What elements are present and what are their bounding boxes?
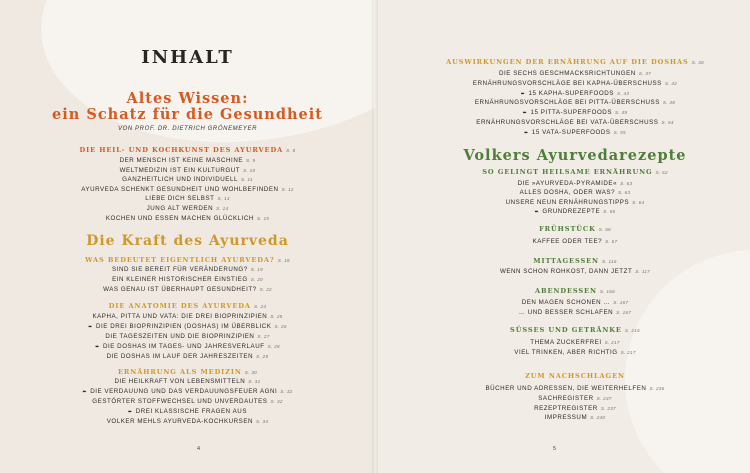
section-ernaehrung-page: S. 30 [244,370,258,375]
toc-entry-page: S. 22 [259,287,272,292]
section-heil-page: S. 8 [286,148,296,153]
toc-entry-page: S. 25 [270,314,283,319]
section-ernaehrung[interactable] [0,368,375,376]
toc-entry-title: 15 KAPHA-SUPERFOODS [528,89,614,97]
toc-entry[interactable] [0,286,375,293]
toc-entry[interactable] [415,349,735,356]
toc-entry-title: ERNÄHRUNGSVORSCHLÄGE BEI KAPHA-ÜBERSCHUSS [472,79,662,87]
toc-entry[interactable] [0,276,375,283]
toc-entry[interactable] [0,418,375,425]
toc-entry-page: S. 32 [270,399,283,404]
toc-entry-title: GESTÖRTER STOFFWECHSEL UND UNVERDAUTES [92,398,268,405]
toc-entry[interactable] [415,208,735,215]
toc-entry-title: DIE DOSHAS IM TAGES- UND JAHRESVERLAUF [102,343,265,350]
section-mittag[interactable] [415,257,735,265]
section-ernaehrung-label: ERNÄHRUNG ALS MEDIZIN [117,368,242,376]
toc-entry-title: IMPRESSUM [544,414,588,422]
toc-entry[interactable] [0,157,375,164]
section-was-label: WAS BEDEUTET EIGENTLICH AYURVEDA? [85,256,275,264]
part3-title: Volkers Ayurvedarezepte [463,147,687,164]
toc-entry-page: S. 37 [638,71,652,76]
toc-entry[interactable] [415,99,735,106]
section-so[interactable] [415,168,735,176]
toc-entry-page: S. 32 [280,389,293,394]
toc-entry-page: S. 217 [604,340,620,345]
toc-entry-page: S. 20 [250,277,263,282]
toc-entry[interactable] [0,353,375,360]
section-abend-label: ABENDESSEN [534,287,597,295]
toc-entry-title: DIE TAGESZEITEN UND DIE BIOPRINZIPIEN [105,333,255,340]
toc-entry-title: DIE HEILKRAFT VON LEBENSMITTELN [114,378,246,385]
section-auswirkungen-page: S. 36 [691,60,704,65]
toc-entry[interactable] [415,80,735,87]
section-anatomie[interactable] [0,302,375,310]
toc-entry-title: KAFFEE ODER TEE? [532,238,603,245]
toc-entry-page: S. 27 [257,334,270,339]
toc-entry-page: S. 54 [661,120,674,125]
toc-entry-title: DIE VERDAUUNG UND DAS VERDAUUNGSFEUER AGNI [90,388,278,395]
toc-entry[interactable] [0,215,375,222]
toc-entry[interactable] [415,189,735,196]
toc-entry-title: SACHREGISTER [538,394,594,402]
arrow-icon: ➨ [524,129,529,136]
part1-title-line2: ein Schatz für die Gesundheit [52,106,323,123]
toc-entry-page: S. 117 [635,269,651,274]
toc-entry-page: S. 11 [240,177,253,183]
part1-title-line1: Altes Wissen: [126,90,249,107]
arrow-icon: ➨ [520,90,526,97]
arrow-icon: ➨ [127,409,133,415]
section-was[interactable] [0,256,375,264]
toc-entry[interactable] [415,309,735,316]
toc-entry-page: S. 48 [662,100,676,106]
toc-entry-page: S. 29 [256,354,269,359]
toc-entry-page: S. 65 [603,209,616,215]
section-mittag-page: S. 116 [601,259,617,264]
toc-entry-title: WENN SCHON ROHKOST, DANN JETZT [499,268,633,275]
toc-entry-page: S. 167 [613,300,629,305]
toc-entry-page: S. 49 [615,110,628,116]
section-was-page: S. 18 [277,258,290,263]
section-suess-label: SÜSSES UND GETRÄNKE [510,326,622,334]
part1-byline: VON PROF. DR. DIETRICH GRÖNEMEYER [117,126,258,132]
toc-entry-page: S. 64 [632,199,645,205]
section-mittag-label: MITTAGESSEN [533,257,599,265]
toc-entry-title: KAPHA, PITTA UND VATA: DIE DREI BIOPRINZIPIEN [92,313,268,320]
toc-entry-title: KOCHEN UND ESSEN MACHEN GLÜCKLICH [105,214,254,222]
toc-entry-title: BÜCHER UND ADRESSEN, DIE WEITERHELFEN [485,385,647,392]
section-heil[interactable] [0,146,375,154]
toc-entry-page: S. 63 [620,181,633,186]
toc-entry-page: S. 28 [267,344,280,349]
toc-entry-page: S. 63 [618,190,631,196]
toc-entry[interactable] [415,385,735,392]
section-suess-page: S. 216 [624,328,640,333]
toc-entry-title: AYURVEDA SCHENKT GESUNDHEIT UND WOHLBEFINDEN [81,185,279,193]
toc-entry-page: S. 67 [605,239,618,244]
toc-entry[interactable] [415,405,735,412]
section-so-label: SO GELINGT HEILSAME ERNÄHRUNG [482,168,653,176]
toc-entry-title: DIE SECHS GESCHMACKSRICHTUNGEN [498,70,636,77]
page-number-right: 5 [553,446,557,452]
section-so-page: S. 62 [655,170,668,175]
section-nachschlagen[interactable] [415,372,735,380]
toc-entry-page: S. 31 [248,379,261,384]
toc-entry[interactable] [0,195,375,202]
toc-entry-title: WAS GENAU IST ÜBERHAUPT GESUNDHEIT? [103,286,257,293]
toc-entry[interactable] [415,299,735,306]
toc-entry-title: … UND BESSER SCHLAFEN [518,308,614,316]
toc-entry-title: DREI KLASSISCHE FRAGEN AUS [135,408,247,415]
section-fruehstueck-label: FRÜHSTÜCK [539,225,596,233]
toc-entry-title: VOLKER MEHLS AYURVEDA-KOCHKURSEN [106,418,254,425]
toc-entry[interactable] [415,238,735,245]
toc-entry-title: GRUNDREZEPTE [542,208,601,216]
toc-entry-title: DEN MAGEN SCHONEN … [521,299,611,306]
toc-entry[interactable] [0,313,375,320]
section-abend[interactable] [415,287,735,295]
toc-entry[interactable] [415,109,735,116]
toc-entry-page: S. 167 [616,309,632,315]
toc-entry-page: S. 34 [256,419,269,424]
paper-blob [24,0,375,169]
toc-entry[interactable] [0,408,375,415]
toc-entry-title: ERNÄHRUNGSVORSCHLÄGE BEI VATA-ÜBERSCHUSS [476,119,659,126]
toc-entry-title: DER MENSCH IST KEINE MASCHINE [119,157,244,164]
arrow-icon: ➨ [95,344,100,350]
part2-title: Die Kraft des Ayurveda [86,233,289,249]
section-nachschlagen-label: ZUM NACHSCHLAGEN [525,372,625,380]
toc-entry-title: JUNG ALT WERDEN [146,205,214,212]
toc-entry[interactable] [0,388,375,395]
toc-entry-page: S. 19 [250,267,263,272]
section-suess[interactable] [415,326,735,334]
toc-entry[interactable] [415,119,735,126]
arrow-icon: ➨ [534,209,540,216]
toc-entry-title: EIN KLEINER HISTORISCHER EINSTIEG [112,276,248,283]
toc-entry-page: S. 237 [596,395,612,401]
toc-entry-title: SIND SIE BEREIT FÜR VERÄNDERUNG? [112,266,248,273]
arrow-icon: ➨ [82,389,88,395]
paper-blob [625,250,750,473]
toc-entry-page: S. 240 [590,415,606,421]
toc-entry-page: S. 26 [274,324,287,329]
toc-entry-page: S. 42 [664,80,678,86]
toc-entry-title: ALLES DOSHA, ODER WAS? [519,189,616,197]
toc-entry-page: S. 237 [600,405,616,411]
toc-entry[interactable] [415,395,735,402]
toc-entry[interactable] [415,268,735,275]
toc-entry-title: DIE »AYURVEDA-PYRAMIDE« [517,180,618,187]
toc-entry-page: S. 236 [649,386,665,391]
section-fruehstueck[interactable] [415,225,735,233]
toc-entry[interactable] [415,199,735,206]
toc-entry[interactable] [0,398,375,405]
toc-entry-title: THEMA ZUCKERFREI [530,339,602,346]
toc-entry[interactable] [0,167,375,174]
toc-entry-page: S. 55 [613,129,626,135]
toc-entry[interactable] [0,176,375,183]
toc-entry[interactable] [0,333,375,340]
toc-entry-page: S. 9 [246,158,256,163]
section-anatomie-label: DIE ANATOMIE DES AYURVEDA [108,302,251,310]
toc-entry[interactable] [415,414,735,421]
toc-entry[interactable] [415,129,735,136]
section-anatomie-page: S. 24 [253,304,267,309]
toc-entry-title: 15 PITTA-SUPERFOODS [530,109,613,117]
toc-entry-title: GANZHEITLICH UND INDIVIDUELL [122,176,238,184]
toc-entry[interactable] [0,323,375,330]
toc-entry-page: S. 43 [616,90,630,96]
toc-entry-title: 15 VATA-SUPERFOODS [531,128,611,136]
arrow-icon: ➨ [522,110,528,117]
toc-entry-title: ERNÄHRUNGSVORSCHLÄGE BEI PITTA-ÜBERSCHUSS [474,99,660,107]
toc-entry[interactable] [0,378,375,385]
arrow-icon: ➨ [88,324,94,330]
section-auswirkungen-label: AUSWIRKUNGEN DER ERNÄHRUNG AUF DIE DOSHAS [446,58,689,66]
toc-entry-title: VIEL TRINKEN, ABER RICHTIG [514,348,618,356]
toc-entry-page: S. 217 [620,349,636,355]
toc-entry-page: S. 13 [217,196,230,202]
toc-entry-page: S. 15 [256,215,270,221]
toc-entry[interactable] [415,70,735,77]
section-auswirkungen[interactable] [415,58,735,66]
toc-entry-title: LIEBE DICH SELBST [145,195,215,203]
toc-entry[interactable] [415,180,735,187]
toc-heading: INHALT [141,47,234,68]
toc-entry-page: S. 12 [281,186,294,192]
toc-entry[interactable] [415,339,735,346]
toc-entry[interactable] [415,90,735,97]
toc-entry-title: DIE DOSHAS IM LAUF DER JAHRESZEITEN [106,353,254,360]
page-number-left: 4 [197,446,201,452]
toc-entry[interactable] [0,205,375,212]
toc-entry[interactable] [0,266,375,273]
section-fruehstueck-page: S. 66 [598,227,611,232]
section-heil-label: DIE HEIL- UND KOCHKUNST DES AYURVEDA [79,146,284,154]
toc-entry[interactable] [0,343,375,350]
toc-entry-title: WELTMEDIZIN IST EIN KULTURGUT [119,166,241,174]
toc-entry-page: S. 14 [216,206,229,211]
toc-entry[interactable] [0,186,375,193]
toc-entry-title: DIE DREI BIOPRINZIPIEN (DOSHAS) IM ÜBERBLICK [96,323,272,330]
section-abend-page: S. 166 [599,289,615,294]
toc-entry-title: UNSERE NEUN ERNÄHRUNGSTIPPS [505,198,630,206]
toc-entry-page: S. 10 [243,167,256,173]
toc-entry-title: REZEPTREGISTER [534,404,598,412]
